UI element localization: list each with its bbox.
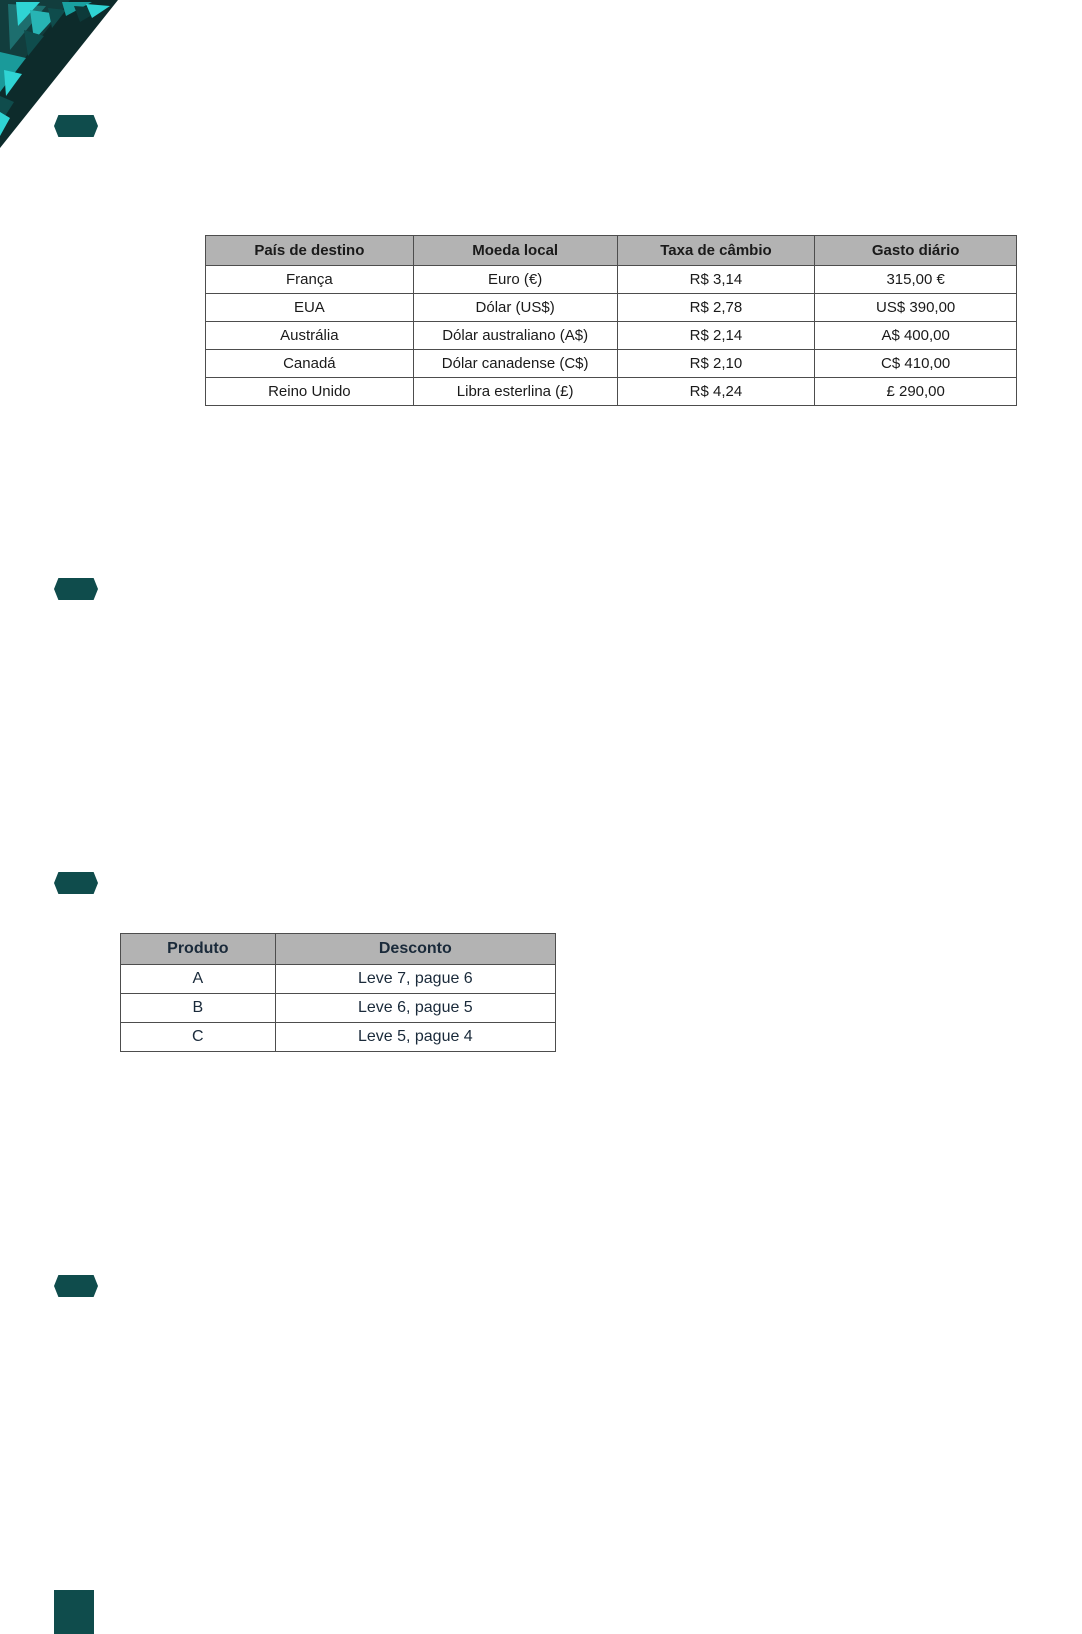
table-cell: Leve 7, pague 6 <box>275 965 555 994</box>
table-row <box>206 350 1017 378</box>
table-cell: Dólar canadense (C$) <box>413 350 617 378</box>
table-cell: A$ 400,00 <box>815 322 1017 350</box>
table-cell: US$ 390,00 <box>815 294 1017 322</box>
table-cell: França <box>206 266 414 294</box>
table-row <box>206 294 1017 322</box>
table-row <box>206 378 1017 406</box>
question-bullet-2 <box>54 578 98 600</box>
table-cell: EUA <box>206 294 414 322</box>
column-header: País de destino <box>206 236 414 266</box>
table-cell: C <box>121 1023 276 1052</box>
table-cell: Libra esterlina (£) <box>413 378 617 406</box>
table-cell: Canadá <box>206 350 414 378</box>
table-cell: R$ 4,24 <box>617 378 815 406</box>
table-cell: £ 290,00 <box>815 378 1017 406</box>
table-cell: 315,00 € <box>815 266 1017 294</box>
currency-exchange-table <box>205 235 1017 406</box>
column-header: Moeda local <box>413 236 617 266</box>
table-cell: R$ 2,78 <box>617 294 815 322</box>
question-bullet-1 <box>54 115 98 137</box>
table-cell: Leve 5, pague 4 <box>275 1023 555 1052</box>
question-bullet-3 <box>54 872 98 894</box>
column-header: Desconto <box>275 934 555 965</box>
table-cell: Euro (€) <box>413 266 617 294</box>
table-cell: B <box>121 994 276 1023</box>
table-cell: R$ 2,14 <box>617 322 815 350</box>
table-cell: Austrália <box>206 322 414 350</box>
table-cell: Reino Unido <box>206 378 414 406</box>
table-row <box>121 1023 556 1052</box>
table-cell: Leve 6, pague 5 <box>275 994 555 1023</box>
column-header: Gasto diário <box>815 236 1017 266</box>
table-header-row <box>121 934 556 965</box>
table-cell: R$ 2,10 <box>617 350 815 378</box>
table-row <box>121 965 556 994</box>
product-discount-table <box>120 933 556 1052</box>
table-cell: R$ 3,14 <box>617 266 815 294</box>
table-row <box>206 266 1017 294</box>
table-header-row <box>206 236 1017 266</box>
question-bullet-4 <box>54 1275 98 1297</box>
table-cell: Dólar australiano (A$) <box>413 322 617 350</box>
table-row <box>121 994 556 1023</box>
table-row <box>206 322 1017 350</box>
column-header: Taxa de câmbio <box>617 236 815 266</box>
table-cell: C$ 410,00 <box>815 350 1017 378</box>
table-cell: Dólar (US$) <box>413 294 617 322</box>
table-cell: A <box>121 965 276 994</box>
column-header: Produto <box>121 934 276 965</box>
page-number-tab <box>54 1590 94 1634</box>
